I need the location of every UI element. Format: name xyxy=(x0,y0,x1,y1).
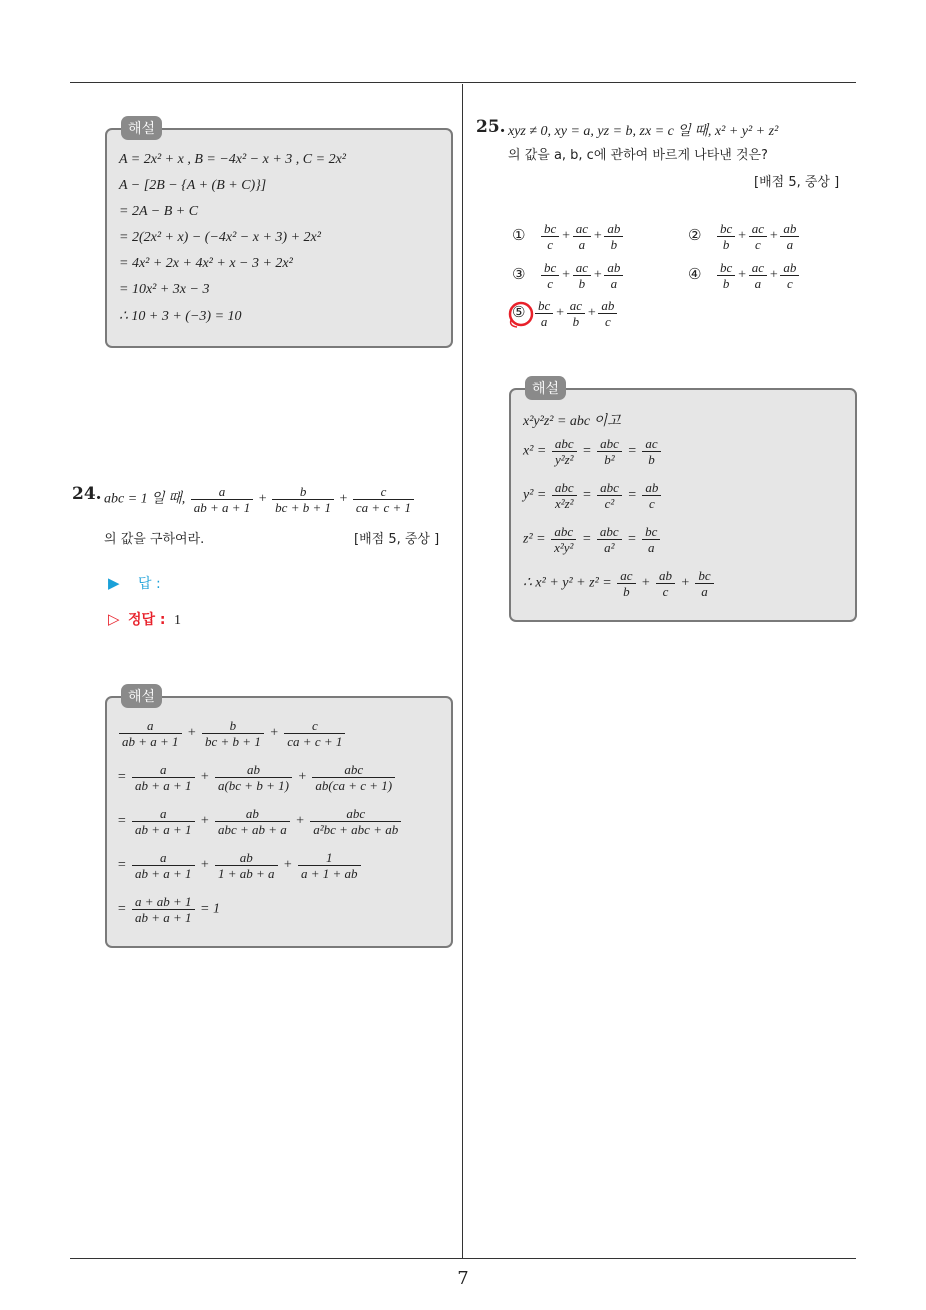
plus-sign: + xyxy=(258,491,267,507)
plus-sign: + xyxy=(339,491,348,507)
question-24-line1 xyxy=(104,484,416,515)
option-mark: ① xyxy=(512,225,526,244)
answer-row xyxy=(108,573,161,593)
fraction: $\frac{c}{ca + c + 1}$ xyxy=(353,484,414,515)
bottom-rule xyxy=(70,1258,856,1259)
option-3[interactable]: ③ $\frac{bc}{c}$ + $\frac{ac}{b}$ + $\frac{ab}{a}$ xyxy=(512,260,625,291)
top-rule xyxy=(70,82,856,83)
option-4[interactable]: ④ $\frac{bc}{b}$ + $\frac{ac}{a}$ + $\frac{ab}{c}$ xyxy=(688,260,801,291)
fraction: $\frac{a}{ab + a + 1}$ xyxy=(191,484,254,515)
solution-line: A − [2B − {A + (B + C)}] xyxy=(119,178,267,193)
option-1[interactable]: ① $\frac{bc}{c}$ + $\frac{ac}{a}$ + $\frac{ab}{b}$ xyxy=(512,221,625,252)
correct-answer-value: 1 xyxy=(173,613,181,628)
option-5[interactable]: ⑤ $\frac{bc}{a}$ + $\frac{ac}{b}$ + $\frac{ab}{c}$ xyxy=(512,298,619,329)
option-2[interactable]: ② $\frac{bc}{b}$ + $\frac{ac}{c}$ + $\frac{ab}{a}$ xyxy=(688,221,801,252)
solution-row: y² = $\frac{\text{abc}}{\text{x²z²}}$ = $\frac{\text{abc}}{\text{c²}}$ = $\frac{ab}{c}$ xyxy=(523,480,663,511)
solution-tag: 해설 xyxy=(121,684,162,708)
solution-line: = 4x² + 2x + 4x² + x − 3 + 2x² xyxy=(119,256,293,271)
question-25-score: [배점 5, 중상 ] xyxy=(754,175,840,190)
solution-line: x²y²z² = abc 이고 xyxy=(523,414,621,429)
question-25-line2: 의 값을 a, b, c에 관하여 바르게 나타낸 것은? xyxy=(508,148,768,163)
solution-line: = 2A − B + C xyxy=(119,204,199,219)
solution-row: = $\frac{a}{ab + a + 1}$ + $\frac{ab}{\text{abc + ab + a}}$ + $\frac{\text{abc}}{\text{a²bc + abc + ab}}$ xyxy=(117,806,403,837)
solution-row: $\frac{a}{ab + a + 1}$ + $\frac{b}{bc + b + 1}$ + $\frac{c}{ca + c + 1}$ xyxy=(117,718,347,749)
column-divider xyxy=(462,84,463,1258)
selected-answer-circle-icon xyxy=(507,300,537,330)
correct-answer-row xyxy=(108,609,181,629)
question-24-condition: abc = 1 일 때, xyxy=(104,491,186,507)
play-icon: ▶ xyxy=(108,574,120,592)
question-24-line2: 의 값을 구하여라. xyxy=(104,532,205,547)
solution-line: A = 2x² + x , B = −4x² − x + 3 , C = 2x² xyxy=(119,152,346,167)
triangle-outline-icon: ▷ xyxy=(108,610,120,628)
solution-row: = $\frac{a}{ab + a + 1}$ + $\frac{ab}{1 + ab + a}$ + $\frac{1}{a + 1 + ab}$ xyxy=(117,850,363,881)
option-mark: ③ xyxy=(512,264,526,283)
solution-row: z² = $\frac{\text{abc}}{\text{x²y²}}$ = $\frac{\text{abc}}{\text{a²}}$ = $\frac{bc}{a}$ xyxy=(523,524,662,555)
question-number-25: 25. xyxy=(476,117,506,137)
solution-line: = 10x² + 3x − 3 xyxy=(119,282,210,297)
question-number-24: 24. xyxy=(72,484,102,504)
fraction: $\frac{b}{bc + b + 1}$ xyxy=(272,484,334,515)
correct-answer-label: 정답 : xyxy=(128,612,166,628)
solution-row: x² = $\frac{\text{abc}}{\text{y²z²}}$ = $\frac{\text{abc}}{\text{b²}}$ = $\frac{ac}{b}$ xyxy=(523,436,663,467)
solution-box-24 xyxy=(105,689,453,948)
solution-row: ∴ x² + y² + z² = $\frac{ac}{b}$ + $\frac{ab}{c}$ + $\frac{bc}{a}$ xyxy=(523,568,716,599)
page-number: 7 xyxy=(457,1268,469,1289)
question-24-score: [배점 5, 중상 ] xyxy=(354,532,440,547)
solution-tag: 해설 xyxy=(525,376,566,400)
answer-label: 답 : xyxy=(138,576,161,592)
option-mark: ② xyxy=(688,225,702,244)
option-mark-selected: ⑤ xyxy=(512,302,526,321)
solution-line: = 2(2x² + x) − (−4x² − x + 3) + 2x² xyxy=(119,230,321,245)
solution-row: = $\frac{a + ab + 1}{ab + a + 1}$ = 1 xyxy=(117,894,220,925)
option-mark: ④ xyxy=(688,264,702,283)
question-25-line1: xyz ≠ 0, xy = a, yz = b, zx = c 일 때, x² + y² + z² xyxy=(508,124,779,139)
solution-box-25 xyxy=(509,381,857,622)
solution-line: ∴ 10 + 3 + (−3) = 10 xyxy=(119,309,242,324)
solution-box-23 xyxy=(105,121,453,348)
solution-row: = $\frac{a}{ab + a + 1}$ + $\frac{ab}{a(bc + b + 1)}$ + $\frac{\text{abc}}{ab(ca + c + 1)}$ xyxy=(117,762,397,793)
solution-tag: 해설 xyxy=(121,116,162,140)
